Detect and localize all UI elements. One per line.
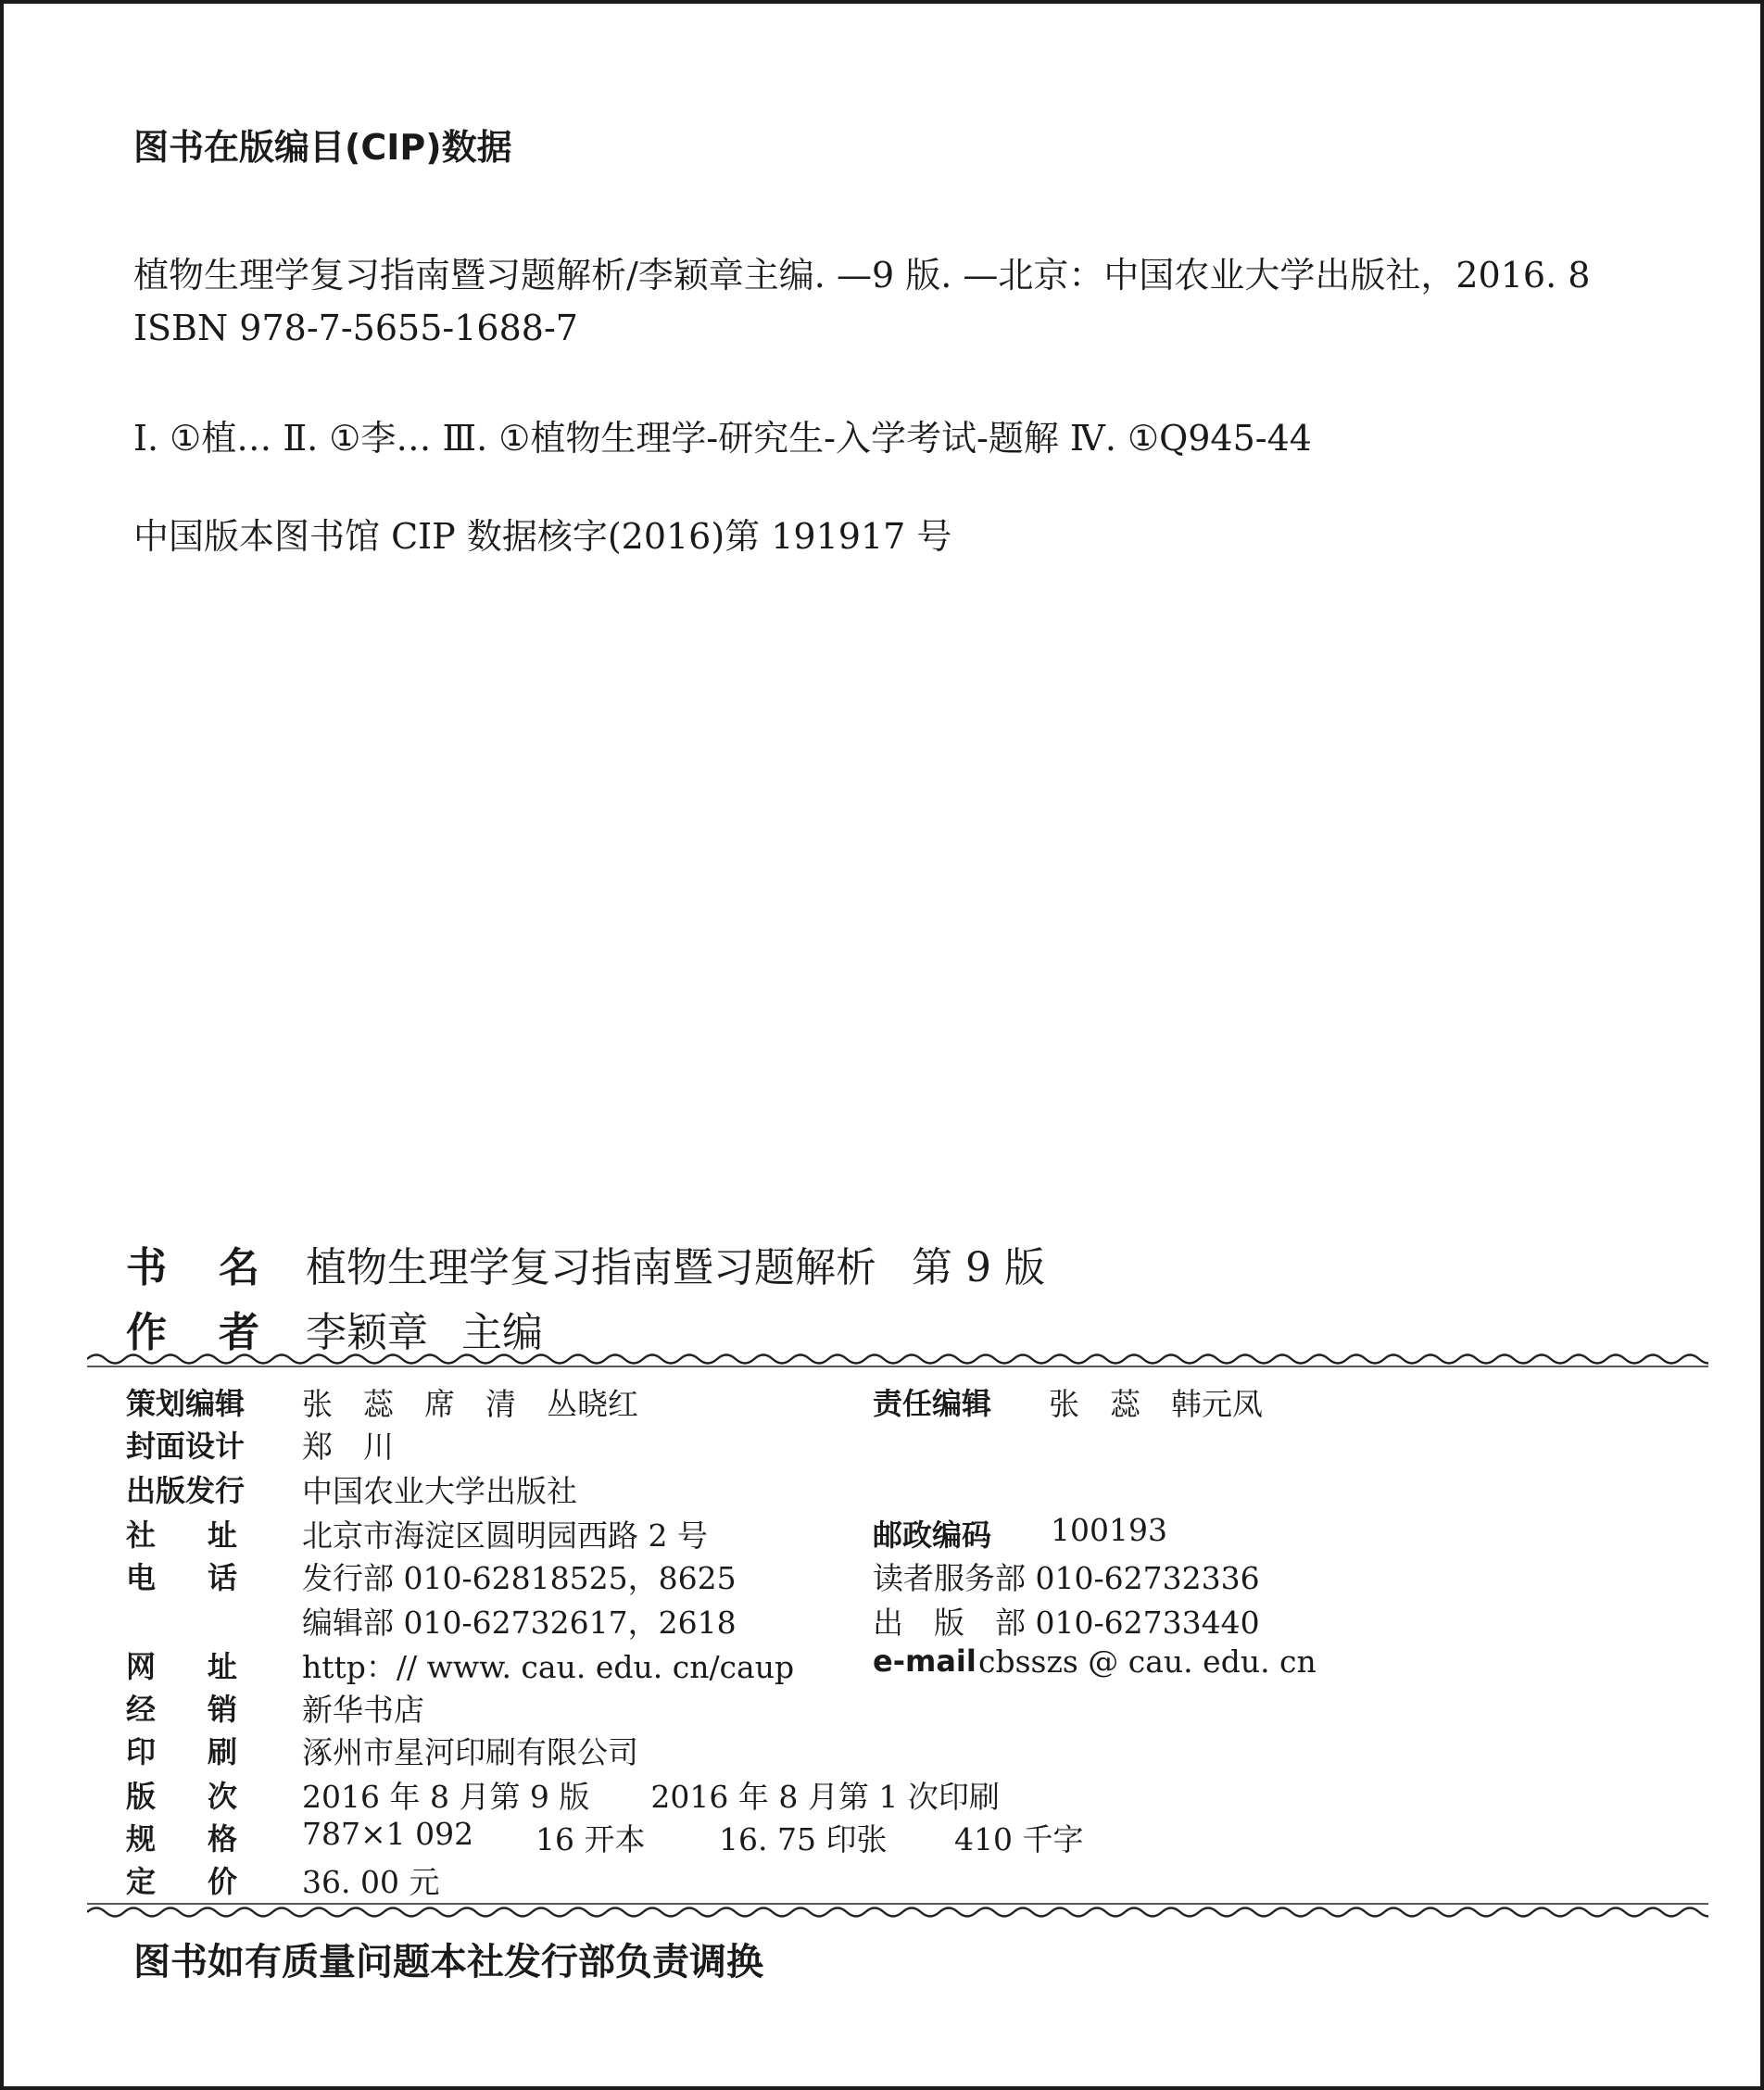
publisher-label: 出版发行	[126, 1473, 246, 1508]
email-value: cbsszs @ cau. edu. cn	[978, 1643, 1317, 1680]
wavy-divider-top	[87, 1349, 1708, 1369]
book-title-value: 植物生理学复习指南暨习题解析	[306, 1244, 876, 1291]
postcode-label: 邮政编码	[873, 1517, 992, 1553]
responsible-editor-value: 张 蕊 韩元凤	[1049, 1386, 1263, 1422]
planning-editor-value: 张 蕊 席 清 丛晓红	[302, 1386, 638, 1422]
printer-value: 涿州市星河印刷有限公司	[302, 1734, 638, 1770]
book-title-label: 书名	[126, 1244, 311, 1291]
phone-label: 电话	[126, 1560, 290, 1595]
edition-label: 版次	[126, 1779, 290, 1814]
phone-reader-service: 读者服务部 010-62732336	[873, 1560, 1260, 1596]
responsible-editor-label: 责任编辑	[873, 1386, 992, 1421]
book-author-role: 主编	[461, 1309, 543, 1356]
book-author-label: 作者	[126, 1309, 311, 1356]
cover-design-value: 郑 川	[302, 1429, 394, 1465]
postcode-value: 100193	[1051, 1512, 1167, 1548]
quality-note: 图书如有质量问题本社发行部负责调换	[133, 1941, 763, 1983]
price-label: 定价	[126, 1864, 290, 1899]
cip-isbn: ISBN 978-7-5655-1688-7	[133, 308, 578, 348]
edition-value: 2016 年 8 月第 9 版 2016 年 8 月第 1 次印刷	[302, 1779, 1000, 1815]
spec-format: 16 开本	[536, 1821, 646, 1857]
cip-record-number: 中国版本图书馆 CIP 数据核字(2016)第 191917 号	[133, 516, 952, 557]
spec-words: 410 千字	[954, 1821, 1084, 1857]
cip-bibliographic-line: 植物生理学复习指南暨习题解析/李颖章主编. —9 版. —北京：中国农业大学出版社，2016. 8	[133, 255, 1591, 296]
book-author-value: 李颖章	[306, 1309, 428, 1356]
phone-editorial: 编辑部 010-62732617，2618	[302, 1605, 737, 1641]
planning-editor-label: 策划编辑	[126, 1386, 246, 1421]
book-edition: 第 9 版	[912, 1244, 1045, 1291]
phone-publishing: 出 版 部 010-62733440	[873, 1605, 1260, 1641]
address-value: 北京市海淀区圆明园西路 2 号	[302, 1517, 708, 1554]
spec-sheets: 16. 75 印张	[719, 1821, 888, 1857]
price-value: 36. 00 元	[302, 1864, 440, 1900]
website-label: 网址	[126, 1649, 290, 1684]
phone-distribution: 发行部 010-62818525，8625	[302, 1560, 737, 1596]
spec-size: 787×1 092	[302, 1816, 474, 1852]
spec-label: 规格	[126, 1821, 290, 1857]
website-value: http：// www. cau. edu. cn/caup	[302, 1649, 795, 1685]
distributor-value: 新华书店	[302, 1692, 424, 1728]
cip-classification: Ⅰ. ①植… Ⅱ. ①李… Ⅲ. ①植物生理学-研究生-入学考试-题解 Ⅳ. ①Q945-44	[133, 418, 1312, 459]
cover-design-label: 封面设计	[126, 1429, 246, 1464]
address-label: 社址	[126, 1517, 290, 1553]
email-label: e-mail	[873, 1643, 976, 1679]
distributor-label: 经销	[126, 1692, 290, 1727]
printer-label: 印刷	[126, 1734, 290, 1769]
cip-heading: 图书在版编目(CIP)数据	[133, 127, 512, 168]
publisher-value: 中国农业大学出版社	[302, 1473, 577, 1509]
wavy-divider-bottom	[87, 1901, 1708, 1921]
